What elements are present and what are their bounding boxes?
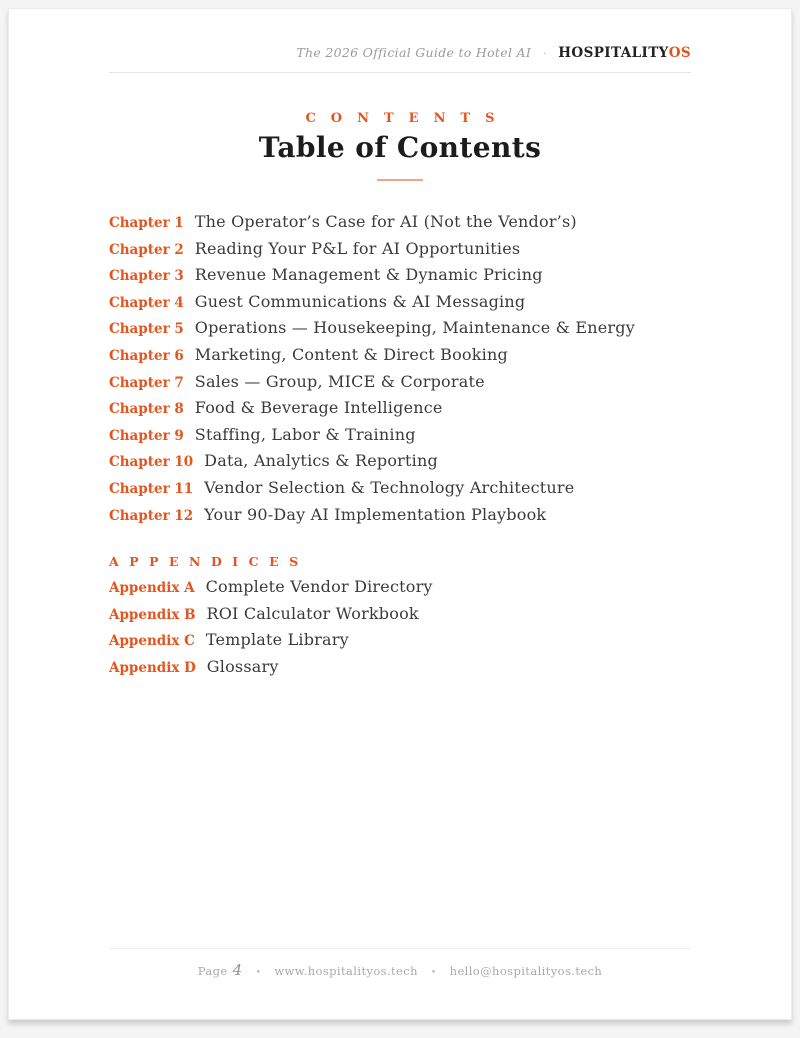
appendix-label: Appendix D (109, 659, 196, 676)
chapter-label: Chapter 12 (109, 507, 194, 524)
toc-entry-appendix-d[interactable] (109, 657, 691, 684)
appendix-list (109, 577, 691, 683)
chapter-list (109, 212, 691, 531)
chapter-label: Chapter 5 (109, 321, 184, 338)
chapter-title: Vendor Selection & Technology Architecture (204, 477, 575, 497)
appendices-heading: APPENDICES (109, 554, 309, 570)
chapter-label: Chapter 9 (109, 427, 184, 444)
toc-entry-chapter-11[interactable] (109, 478, 691, 505)
chapter-label: Chapter 11 (109, 480, 194, 497)
toc-entry-chapter-2[interactable] (109, 239, 691, 266)
chapter-title: Sales — Group, MICE & Corporate (194, 371, 485, 391)
chapter-title: Operations — Housekeeping, Maintenance & Energy (194, 318, 635, 338)
appendix-title: Template Library (205, 630, 349, 650)
appendix-label: Appendix A (109, 580, 195, 597)
appendix-title: Complete Vendor Directory (205, 577, 433, 597)
toc-entry-chapter-5[interactable] (109, 318, 691, 345)
title-divider (377, 179, 423, 181)
appendix-title: Glossary (206, 656, 279, 676)
appendix-title: ROI Calculator Workbook (206, 603, 419, 623)
toc-entry-chapter-3[interactable] (109, 265, 691, 292)
chapter-label: Chapter 4 (109, 294, 184, 311)
toc-entry-chapter-7[interactable] (109, 372, 691, 399)
header-separator-dot: · (543, 49, 547, 60)
toc-entry-appendix-a[interactable] (109, 577, 691, 604)
chapter-title: Marketing, Content & Direct Booking (194, 344, 508, 364)
footer-separator-dot: • (430, 968, 437, 978)
chapter-title: Staffing, Labor & Training (194, 424, 416, 444)
contents-kicker: CONTENTS (305, 111, 510, 126)
chapter-title: Revenue Management & Dynamic Pricing (194, 265, 543, 285)
brand-accent: OS (668, 45, 691, 61)
toc-entry-chapter-12[interactable] (109, 505, 691, 532)
chapter-label: Chapter 8 (109, 401, 184, 418)
chapter-title: Reading Your P&L for AI Opportunities (194, 238, 521, 258)
brand-logo (558, 45, 691, 61)
toc-entry-chapter-6[interactable] (109, 345, 691, 372)
chapter-title: The Operator’s Case for AI (Not the Vendor’s) (194, 212, 577, 231)
header-divider (109, 72, 691, 73)
chapter-label: Chapter 1 (109, 215, 184, 231)
footer-separator-dot: • (255, 968, 262, 978)
page-number: 4 (232, 961, 243, 979)
chapter-title: Data, Analytics & Reporting (204, 451, 438, 471)
document-page (8, 8, 792, 1020)
chapter-title: Your 90-Day AI Implementation Playbook (204, 504, 547, 524)
appendix-label: Appendix B (109, 606, 196, 623)
page-title: Table of Contents (258, 131, 542, 164)
toc-entry-chapter-8[interactable] (109, 398, 691, 425)
toc-entry-appendix-c[interactable] (109, 630, 691, 657)
chapter-title: Guest Communications & AI Messaging (194, 291, 526, 311)
chapter-label: Chapter 2 (109, 241, 184, 258)
toc-entry-chapter-1[interactable] (109, 212, 691, 239)
toc-entry-chapter-10[interactable] (109, 451, 691, 478)
chapter-label: Chapter 3 (109, 268, 184, 285)
book-title: The 2026 Official Guide to Hotel AI (296, 45, 532, 60)
toc-entry-appendix-b[interactable] (109, 604, 691, 631)
chapter-label: Chapter 10 (109, 454, 194, 471)
chapter-label: Chapter 7 (109, 374, 184, 391)
toc-entry-chapter-9[interactable] (109, 425, 691, 452)
page-content (9, 9, 791, 684)
toc-entry-chapter-4[interactable] (109, 292, 691, 319)
brand-primary: HOSPITALITY (558, 45, 669, 61)
page-label: Page (197, 964, 228, 978)
chapter-label: Chapter 6 (109, 347, 184, 364)
page-number-indicator (198, 961, 243, 979)
title-block (109, 111, 691, 181)
website-link[interactable]: www.hospitalityos.tech (274, 964, 418, 978)
appendix-label: Appendix C (109, 633, 195, 650)
page-footer (109, 948, 691, 979)
email-link[interactable]: hello@hospitalityos.tech (449, 964, 603, 978)
chapter-title: Food & Beverage Intelligence (194, 398, 443, 418)
page-header (109, 45, 691, 61)
